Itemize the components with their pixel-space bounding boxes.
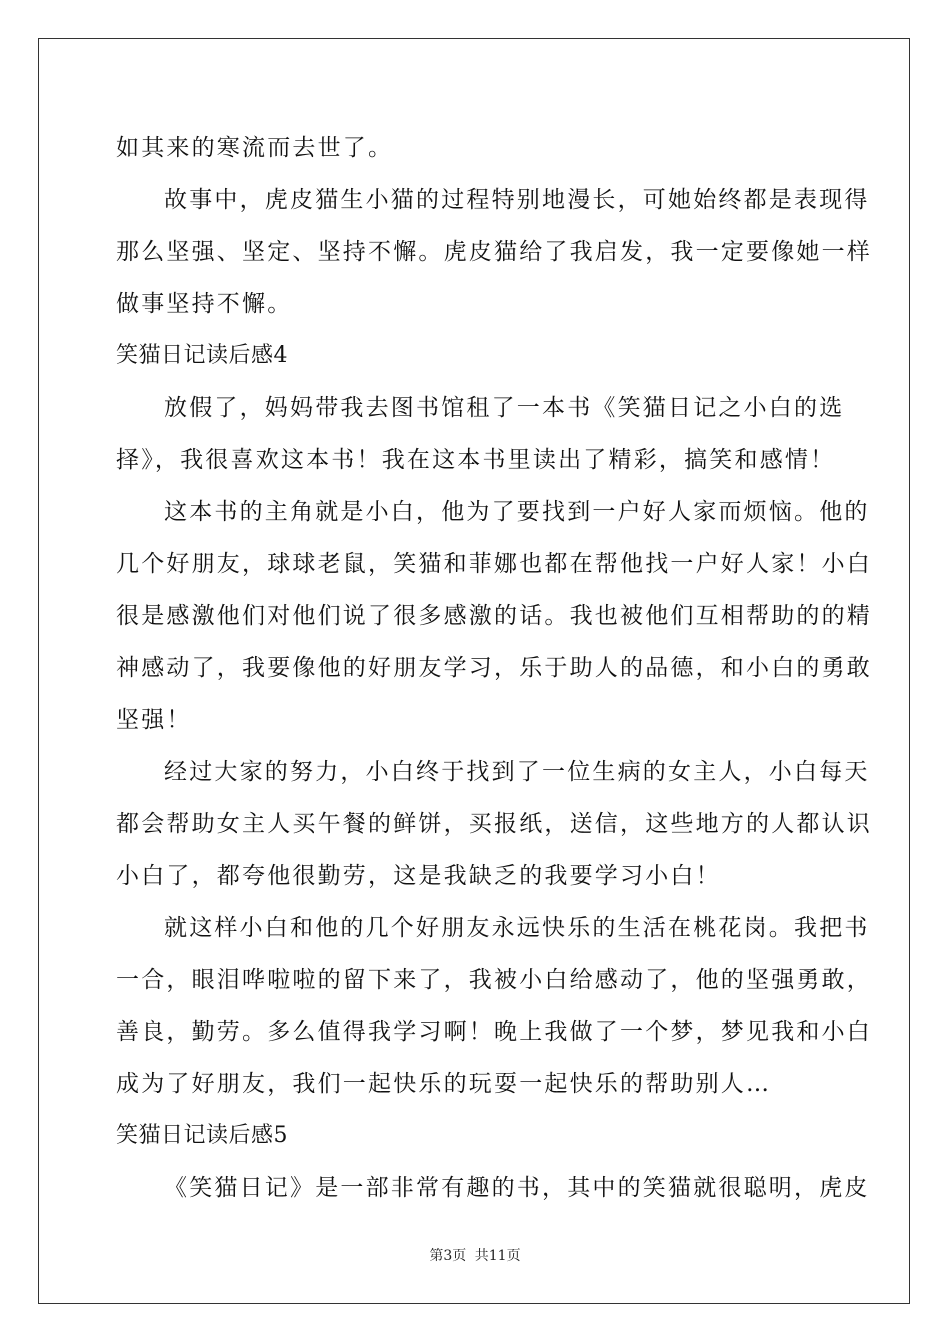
- text-line: 故事中，虎皮猫生小猫的过程特别地漫长，可她始终都是表现得: [164, 187, 870, 213]
- text-line: 成为了好朋友，我们一起快乐的玩耍一起快乐的帮助别人…: [116, 1071, 772, 1097]
- text-line: 《笑猫日记》是一部非常有趣的书，其中的笑猫就很聪明，虎皮: [164, 1175, 870, 1201]
- text-line: 那么坚强、坚定、坚持不懈。虎皮猫给了我启发，我一定要像她一样: [116, 239, 872, 265]
- text-line: 小白了，都夸他很勤劳，这是我缺乏的我要学习小白！: [116, 863, 721, 889]
- page-number: 第3页: [429, 1248, 467, 1264]
- text-line: 放假了，妈妈带我去图书馆租了一本书《笑猫日记之小白的选: [164, 395, 845, 421]
- section-heading: 笑猫日记读后感5: [116, 1123, 288, 1148]
- section-heading: 笑猫日记读后感4: [116, 343, 288, 368]
- text-line: 都会帮助女主人买午餐的鲜饼，买报纸，送信，这些地方的人都认识: [116, 811, 872, 837]
- text-line: 很是感激他们对他们说了很多感激的话。我也被他们互相帮助的的精: [116, 603, 872, 629]
- page-total: 共11页: [474, 1248, 521, 1264]
- text-line: 做事坚持不懈。: [116, 291, 293, 317]
- text-line: 择》，我很喜欢这本书！我在这本书里读出了精彩，搞笑和感情！: [116, 447, 836, 473]
- text-line: 善良，勤劳。多么值得我学习啊！晚上我做了一个梦，梦见我和小白: [116, 1019, 872, 1045]
- text-line: 就这样小白和他的几个好朋友永远快乐的生活在桃花岗。我把书: [164, 915, 870, 941]
- document-body: [116, 122, 872, 1214]
- text-line: 神感动了，我要像他的好朋友学习，乐于助人的品德，和小白的勇敢: [116, 655, 872, 681]
- page-footer: [0, 1245, 950, 1265]
- text-line: 这本书的主角就是小白，他为了要找到一户好人家而烦恼。他的: [164, 499, 870, 525]
- text-line: 如其来的寒流而去世了。: [116, 135, 394, 161]
- text-line: 几个好朋友，球球老鼠，笑猫和菲娜也都在帮他找一户好人家！小白: [116, 551, 872, 577]
- text-line: 一合，眼泪哗啦啦的留下来了，我被小白给感动了，他的坚强勇敢，: [116, 967, 872, 993]
- text-line: 坚强！: [116, 707, 192, 733]
- text-line: 经过大家的努力，小白终于找到了一位生病的女主人，小白每天: [164, 759, 870, 785]
